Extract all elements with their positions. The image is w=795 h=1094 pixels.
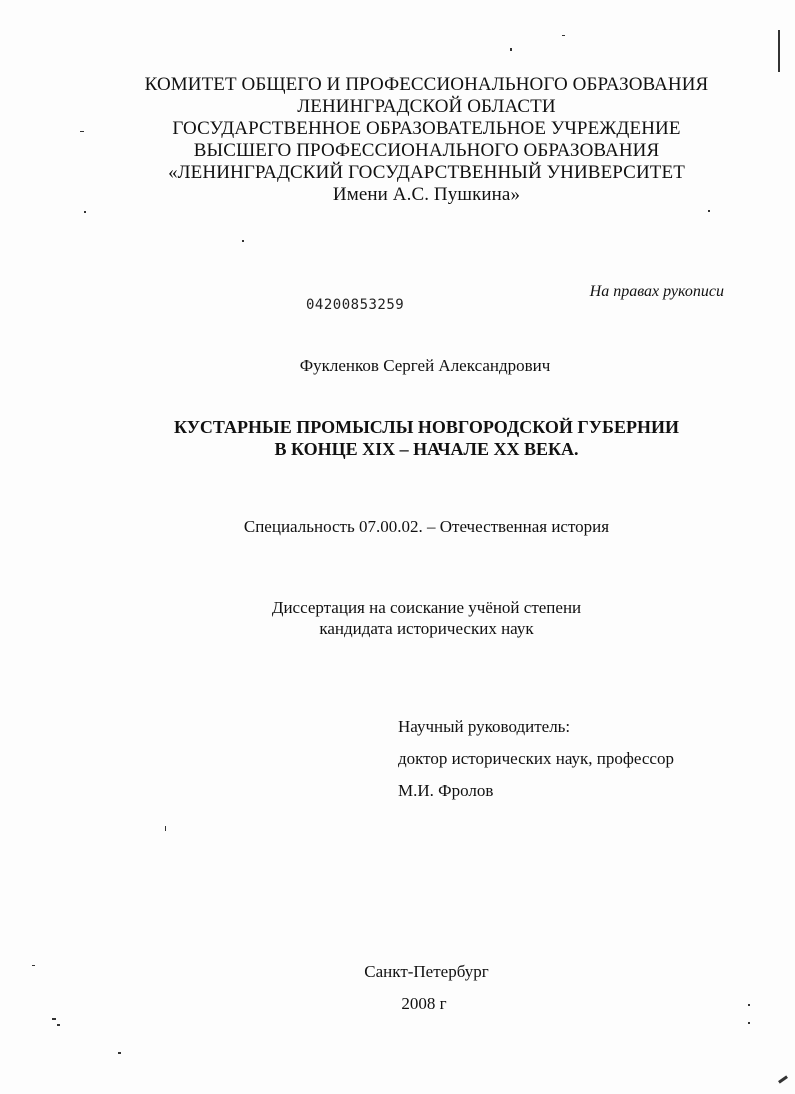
year: 2008 г xyxy=(401,994,447,1013)
scan-speck xyxy=(118,1052,121,1054)
scan-speck xyxy=(778,1075,788,1083)
scan-speck xyxy=(708,210,710,212)
manuscript-rights-note: На правах рукописи xyxy=(589,283,724,300)
title-line: КУСТАРНЫЕ ПРОМЫСЛЫ НОВГОРОДСКОЙ ГУБЕРНИИ xyxy=(174,417,679,437)
institution-header xyxy=(0,74,795,206)
supervisor-label: Научный руководитель: xyxy=(398,717,571,736)
scan-speck xyxy=(57,1024,60,1026)
degree-line: Диссертация на соискание учёной степени xyxy=(271,598,582,617)
supervisor-name: М.И. Фролов xyxy=(398,781,494,800)
header-line: Имени А.С. Пушкина» xyxy=(332,184,521,205)
dissertation-title xyxy=(0,416,795,460)
header-line: «ЛЕНИНГРАДСКИЙ ГОСУДАРСТВЕННЫЙ УНИВЕРСИТЕТ xyxy=(168,162,685,183)
header-line: ВЫСШЕГО ПРОФЕССИОНАЛЬНОГО ОБРАЗОВАНИЯ xyxy=(193,140,660,161)
supervisor-block xyxy=(398,711,674,807)
degree-statement xyxy=(0,597,795,639)
specialty: Специальность 07.00.02. – Отечественная история xyxy=(243,517,610,536)
author-name: Фукленков Сергей Александрович xyxy=(299,356,551,375)
scan-speck xyxy=(778,30,780,72)
scan-speck xyxy=(562,35,565,36)
scan-speck xyxy=(32,965,35,966)
degree-line: кандидата исторических наук xyxy=(319,619,534,638)
scan-speck xyxy=(510,48,512,51)
header-line: ЛЕНИНГРАДСКОЙ ОБЛАСТИ xyxy=(297,96,556,117)
supervisor-credentials: доктор исторических наук, профессор xyxy=(398,749,674,768)
header-line: ГОСУДАРСТВЕННОЕ ОБРАЗОВАТЕЛЬНОЕ УЧРЕЖДЕНИЕ xyxy=(172,118,681,139)
scan-speck xyxy=(242,240,244,242)
scan-speck xyxy=(165,826,166,831)
title-line: В КОНЦЕ XIX – НАЧАЛЕ XX ВЕКА. xyxy=(274,439,579,459)
library-stamp-number: 04200853259 xyxy=(306,297,405,313)
scan-speck xyxy=(748,1004,750,1006)
scan-speck xyxy=(84,211,86,213)
scan-speck xyxy=(748,1022,750,1024)
scan-speck xyxy=(52,1018,56,1020)
city: Санкт-Петербург xyxy=(364,962,489,981)
scan-speck xyxy=(80,131,84,132)
header-line: КОМИТЕТ ОБЩЕГО И ПРОФЕССИОНАЛЬНОГО ОБРАЗОВАНИЯ xyxy=(144,74,709,95)
